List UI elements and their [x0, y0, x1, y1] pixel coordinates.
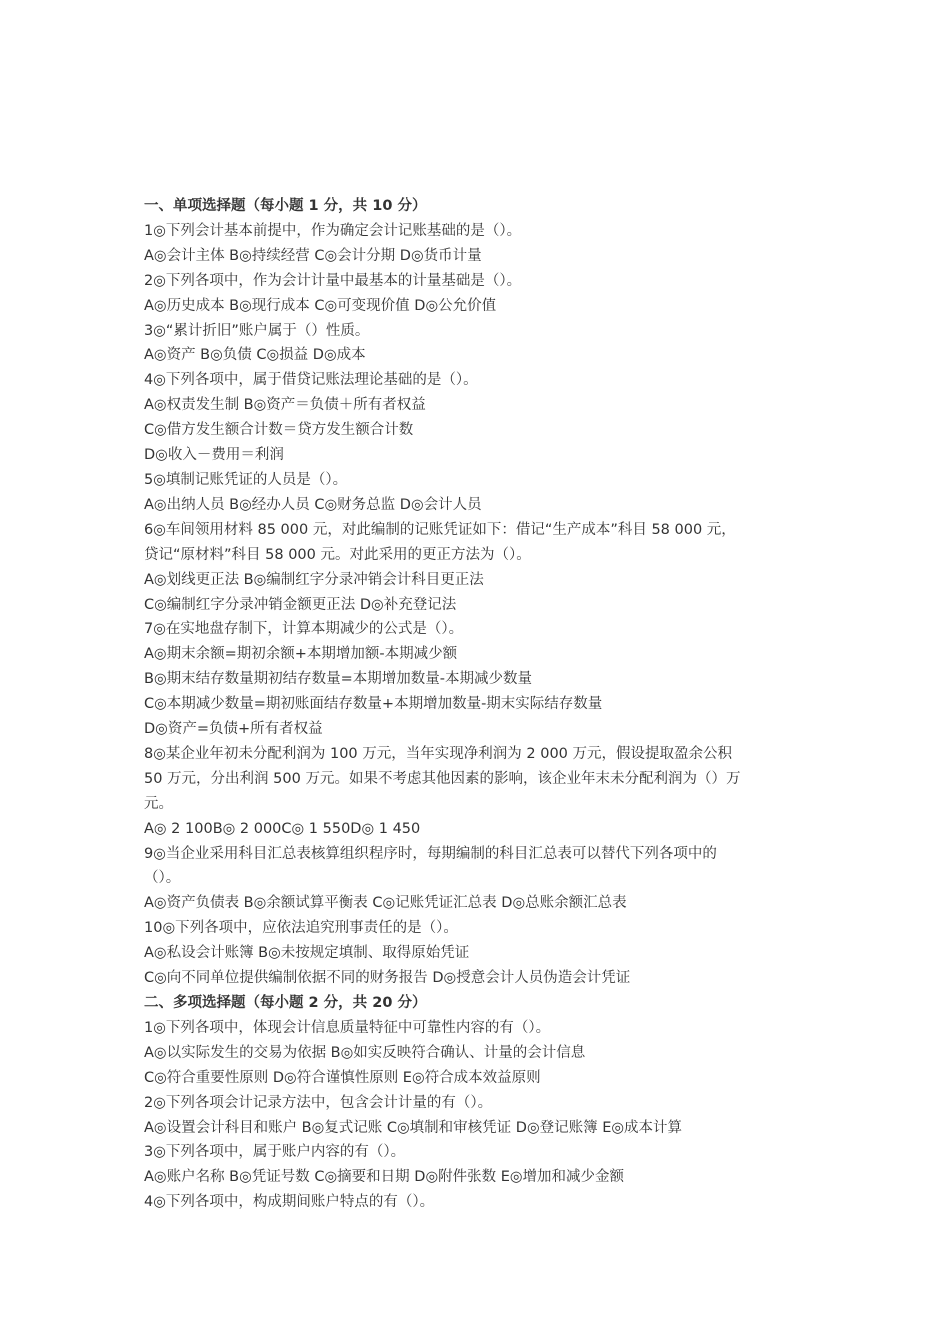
- text-line: 7◎在实地盘存制下，计算本期减少的公式是（）。: [144, 621, 464, 638]
- text-line: 50 万元，分出利润 500 万元。如果不考虑其他因素的影响，该企业年末未分配利润为（）万: [144, 770, 741, 787]
- text-line: B◎期末结存数量期初结存数量=本期增加数量-本期减少数量: [144, 671, 532, 688]
- text-line: A◎ 2 100B◎ 2 000C◎ 1 550D◎ 1 450: [144, 820, 421, 837]
- document-body: [144, 194, 812, 1215]
- text-line: C◎编制红字分录冲销金额更正法 D◎补充登记法: [144, 596, 457, 613]
- text-line: A◎资产 B◎负债 C◎损益 D◎成本: [144, 347, 366, 364]
- text-line: A◎期末余额=期初余额+本期增加额-本期减少额: [144, 646, 458, 663]
- text-line: 2◎下列各项中，作为会计计量中最基本的计量基础是（）。: [144, 272, 522, 289]
- text-line: 1◎下列会计基本前提中，作为确定会计记账基础的是（）。: [144, 222, 522, 239]
- text-line: D◎收入－费用＝利润: [144, 447, 284, 464]
- section-heading: 一、单项选择题（每小题 1 分，共 10 分）: [144, 198, 427, 214]
- text-line: 1◎下列各项中，体现会计信息质量特征中可靠性内容的有（）。: [144, 1019, 551, 1036]
- text-line: C◎向不同单位提供编制依据不同的财务报告 D◎授意会计人员伪造会计凭证: [144, 970, 631, 987]
- text-line: 4◎下列各项中，构成期间账户特点的有（）。: [144, 1194, 435, 1211]
- text-line: 8◎某企业年初未分配利润为 100 万元，当年实现净利润为 2 000 万元，假设提取盈余公积: [144, 745, 732, 762]
- text-line: （）。: [144, 870, 181, 887]
- section-heading: 二、多项选择题（每小题 2 分，共 20 分）: [144, 995, 427, 1011]
- text-line: C◎符合重要性原则 D◎符合谨慎性原则 E◎符合成本效益原则: [144, 1069, 541, 1086]
- text-line: 10◎下列各项中，应依法追究刑事责任的是（）。: [144, 920, 458, 937]
- text-line: A◎权责发生制 B◎资产＝负债＋所有者权益: [144, 397, 426, 414]
- text-line: C◎本期减少数量=期初账面结存数量+本期增加数量-期末实际结存数量: [144, 696, 603, 713]
- text-line: A◎私设会计账簿 B◎未按规定填制、取得原始凭证: [144, 945, 470, 962]
- text-line: 6◎车间领用材料 85 000 元，对此编制的记账凭证如下：借记“生产成本”科目 58 000 元，: [144, 521, 736, 538]
- text-line: 9◎当企业采用科目汇总表核算组织程序时，每期编制的科目汇总表可以替代下列各项中的: [144, 845, 717, 862]
- text-line: 元。: [144, 795, 173, 812]
- text-line: A◎划线更正法 B◎编制红字分录冲销会计科目更正法: [144, 571, 484, 588]
- text-line: A◎历史成本 B◎现行成本 C◎可变现价值 D◎公允价值: [144, 297, 497, 314]
- text-line: 2◎下列各项会计记录方法中，包含会计计量的有（）。: [144, 1094, 493, 1111]
- text-line: A◎以实际发生的交易为依据 B◎如实反映符合确认、计量的会计信息: [144, 1044, 586, 1061]
- text-line: 5◎填制记账凭证的人员是（）。: [144, 471, 348, 488]
- text-line: C◎借方发生额合计数＝贷方发生额合计数: [144, 422, 414, 439]
- text-line: D◎资产=负债+所有者权益: [144, 721, 323, 738]
- text-line: A◎账户名称 B◎凭证号数 C◎摘要和日期 D◎附件张数 E◎增加和减少金额: [144, 1169, 625, 1186]
- text-line: A◎会计主体 B◎持续经营 C◎会计分期 D◎货币计量: [144, 247, 482, 264]
- text-line: A◎资产负债表 B◎余额试算平衡表 C◎记账凭证汇总表 D◎总账余额汇总表: [144, 895, 627, 912]
- text-line: 4◎下列各项中，属于借贷记账法理论基础的是（）。: [144, 372, 478, 389]
- text-line: 3◎下列各项中，属于账户内容的有（）。: [144, 1144, 406, 1161]
- text-line: 3◎“累计折旧”账户属于（）性质。: [144, 322, 370, 339]
- text-line: A◎设置会计科目和账户 B◎复式记账 C◎填制和审核凭证 D◎登记账簿 E◎成本计算: [144, 1119, 683, 1136]
- text-line: 贷记“原材料”科目 58 000 元。对此采用的更正方法为（）。: [144, 546, 531, 563]
- text-line: A◎出纳人员 B◎经办人员 C◎财务总监 D◎会计人员: [144, 496, 482, 513]
